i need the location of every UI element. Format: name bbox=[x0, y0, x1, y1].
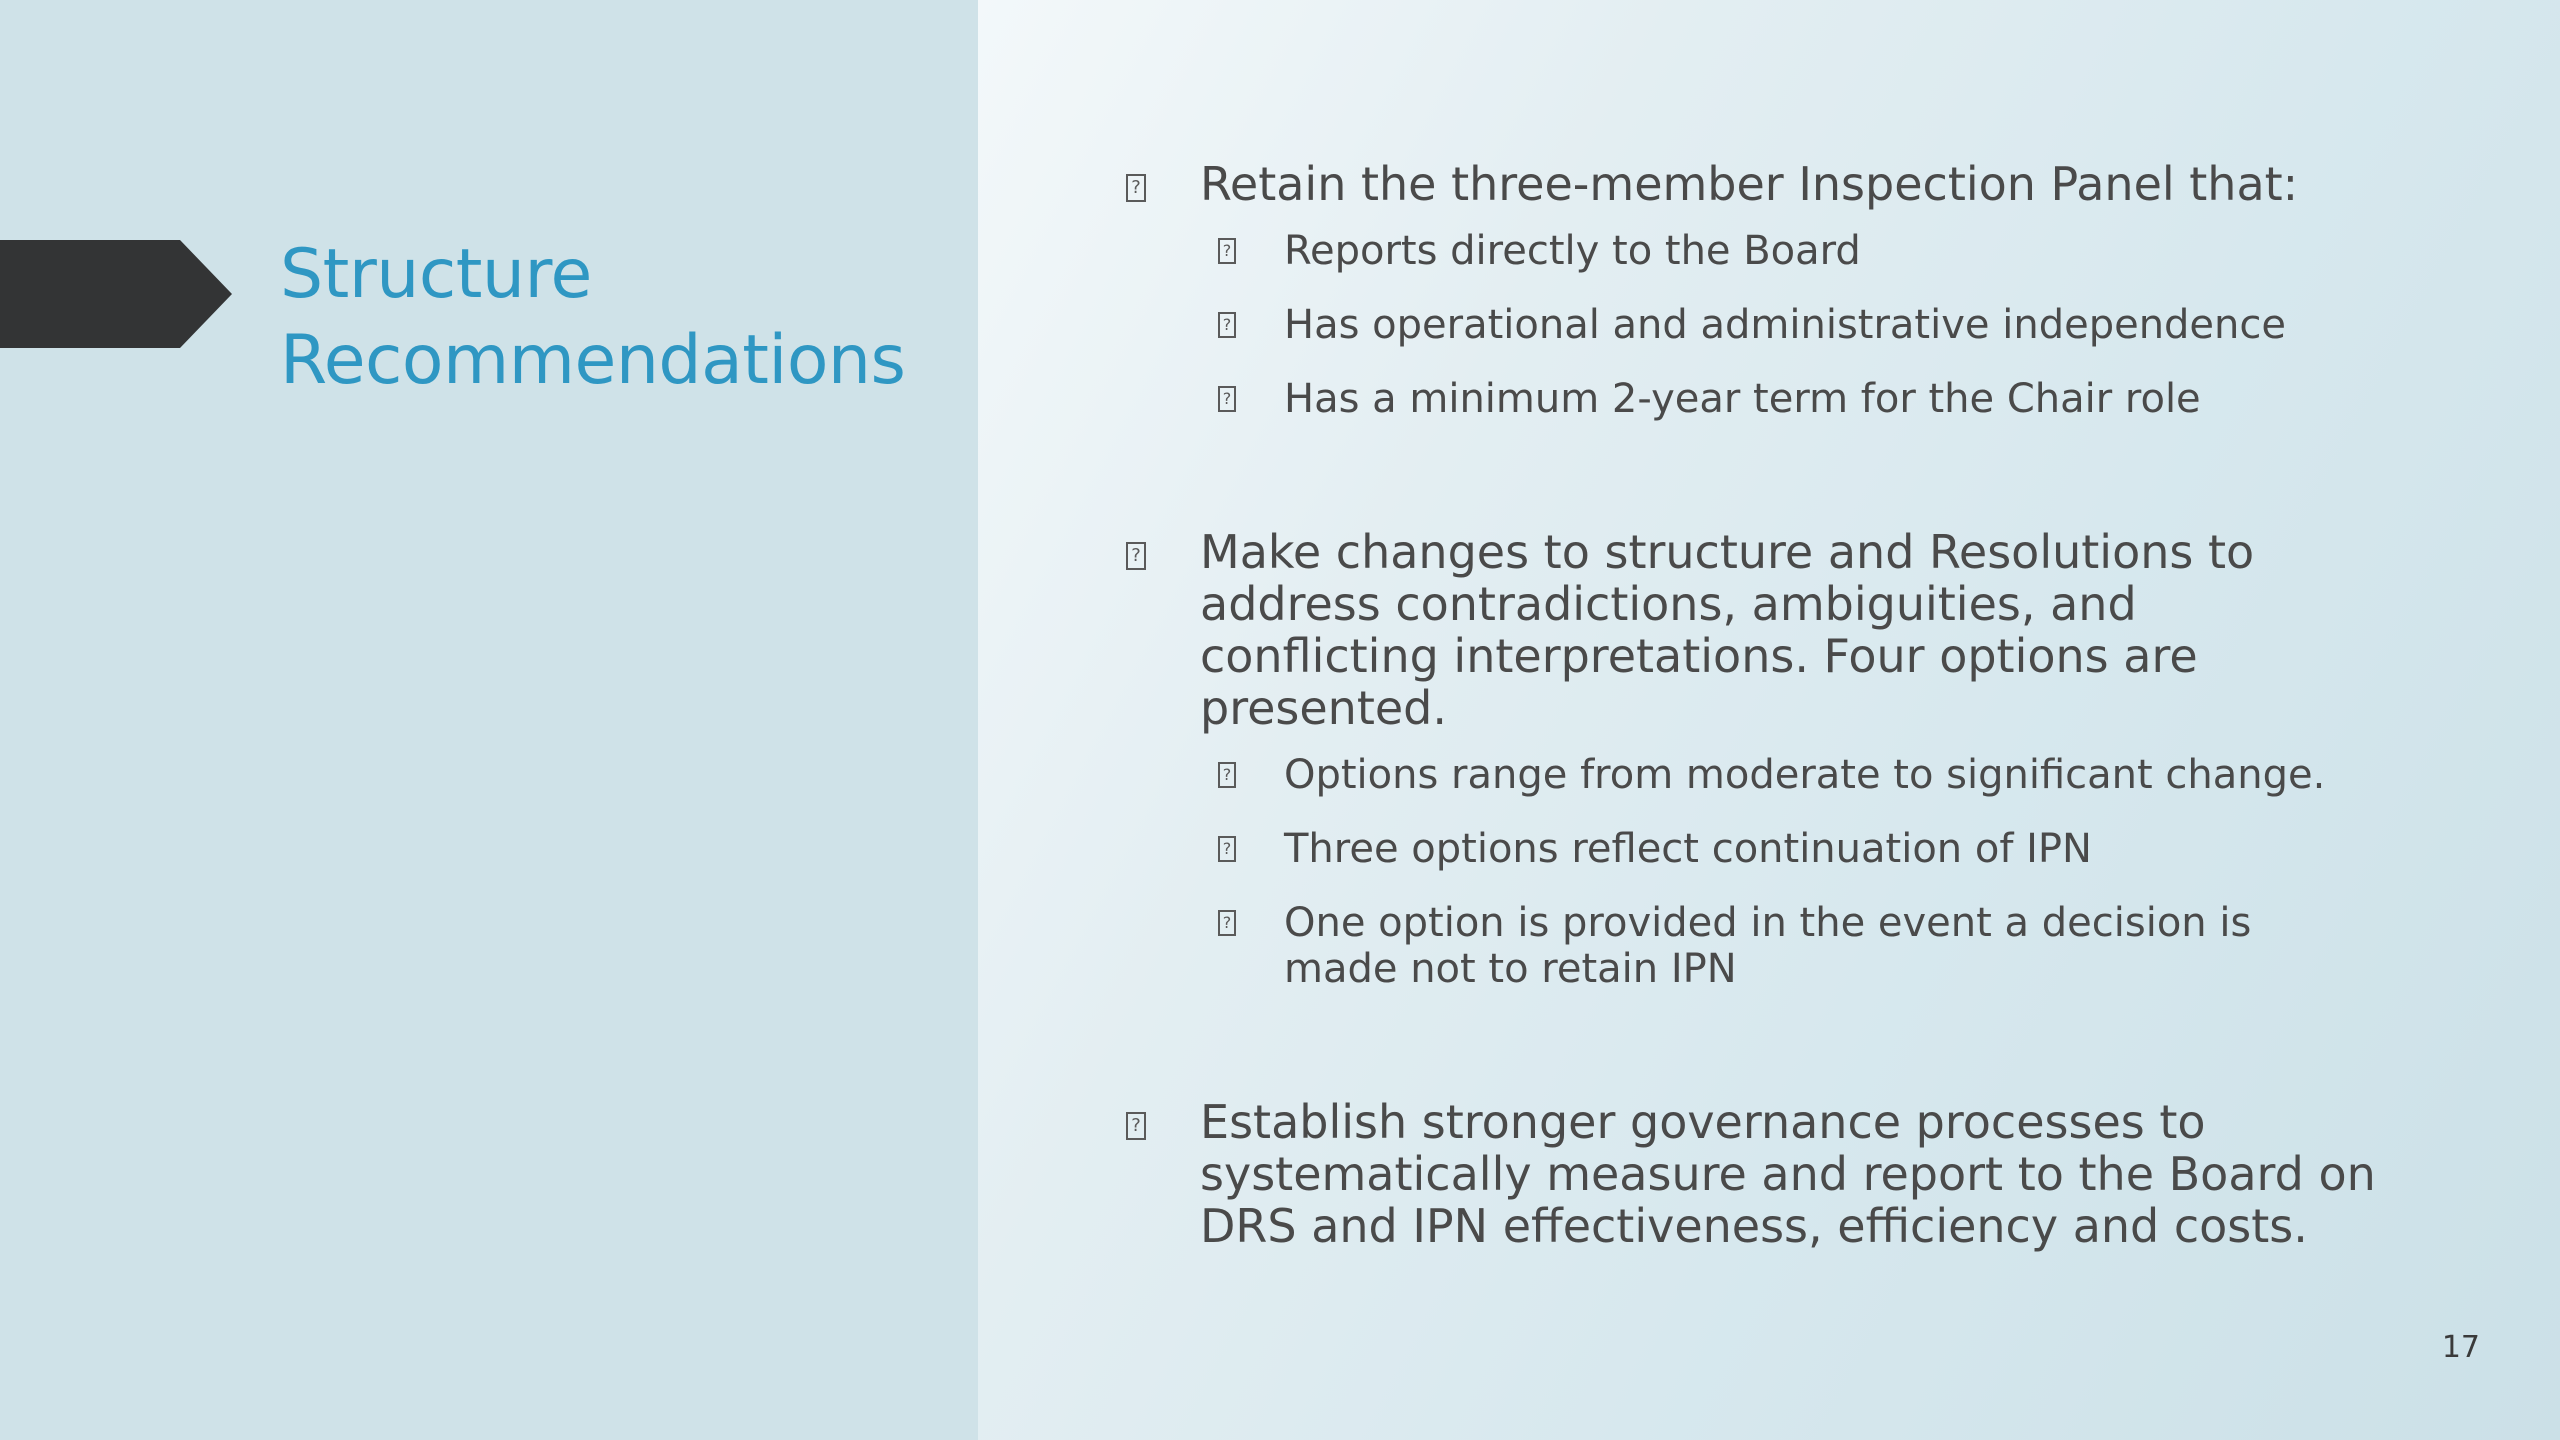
sub-bullet-item bbox=[1200, 228, 2394, 274]
sub-bullet-text: Reports directly to the Board bbox=[1284, 228, 1861, 274]
sub-bullet-icon: ? bbox=[1218, 762, 1236, 788]
sub-bullet-item bbox=[1200, 900, 2394, 992]
slide-title bbox=[280, 232, 960, 404]
sub-bullet-list bbox=[1200, 752, 2394, 992]
bullet-item-text: Make changes to structure and Resolutions to address contradictions, ambiguities, and conflicting interpretations. Four options are presented. bbox=[1200, 525, 2255, 735]
sub-bullet-text: Has operational and administrative independence bbox=[1284, 302, 2286, 348]
bullet-icon: ? bbox=[1126, 542, 1146, 570]
bullet-item bbox=[1124, 526, 2394, 992]
sub-bullet-icon: ? bbox=[1218, 386, 1236, 412]
sub-bullet-icon: ? bbox=[1218, 910, 1236, 936]
sub-bullet-item bbox=[1200, 376, 2394, 422]
sub-bullet-text: Three options reflect continuation of IPN bbox=[1284, 826, 2092, 872]
bullet-item-text: Establish stronger governance processes to systematically measure and report to the Board on DRS and IPN effectiveness, efficiency and costs. bbox=[1200, 1095, 2376, 1253]
sub-bullet-icon: ? bbox=[1218, 836, 1236, 862]
sub-bullet-item bbox=[1200, 752, 2394, 798]
bullet-item-text: Retain the three-member Inspection Panel that: bbox=[1200, 157, 2299, 211]
bullet-icon: ? bbox=[1126, 1112, 1146, 1140]
sub-bullet-item bbox=[1200, 826, 2394, 872]
slide-title-line-1: Structure bbox=[280, 235, 592, 314]
page-number: 17 bbox=[2441, 1330, 2480, 1365]
sub-bullet-icon: ? bbox=[1218, 312, 1236, 338]
sub-bullet-icon: ? bbox=[1218, 238, 1236, 264]
sub-bullet-text: Options range from moderate to significant change. bbox=[1284, 752, 2326, 798]
sub-bullet-item bbox=[1200, 302, 2394, 348]
slide-title-line-2: Recommendations bbox=[280, 321, 906, 400]
bullet-list bbox=[1124, 158, 2394, 1252]
bullet-icon: ? bbox=[1126, 174, 1146, 202]
bullet-item bbox=[1124, 158, 2394, 422]
sub-bullet-list bbox=[1200, 228, 2394, 422]
sub-bullet-text: One option is provided in the event a decision is made not to retain IPN bbox=[1284, 900, 2252, 992]
sub-bullet-text: Has a minimum 2-year term for the Chair role bbox=[1284, 376, 2201, 422]
left-panel bbox=[0, 0, 978, 1440]
bullet-item bbox=[1124, 1096, 2394, 1252]
